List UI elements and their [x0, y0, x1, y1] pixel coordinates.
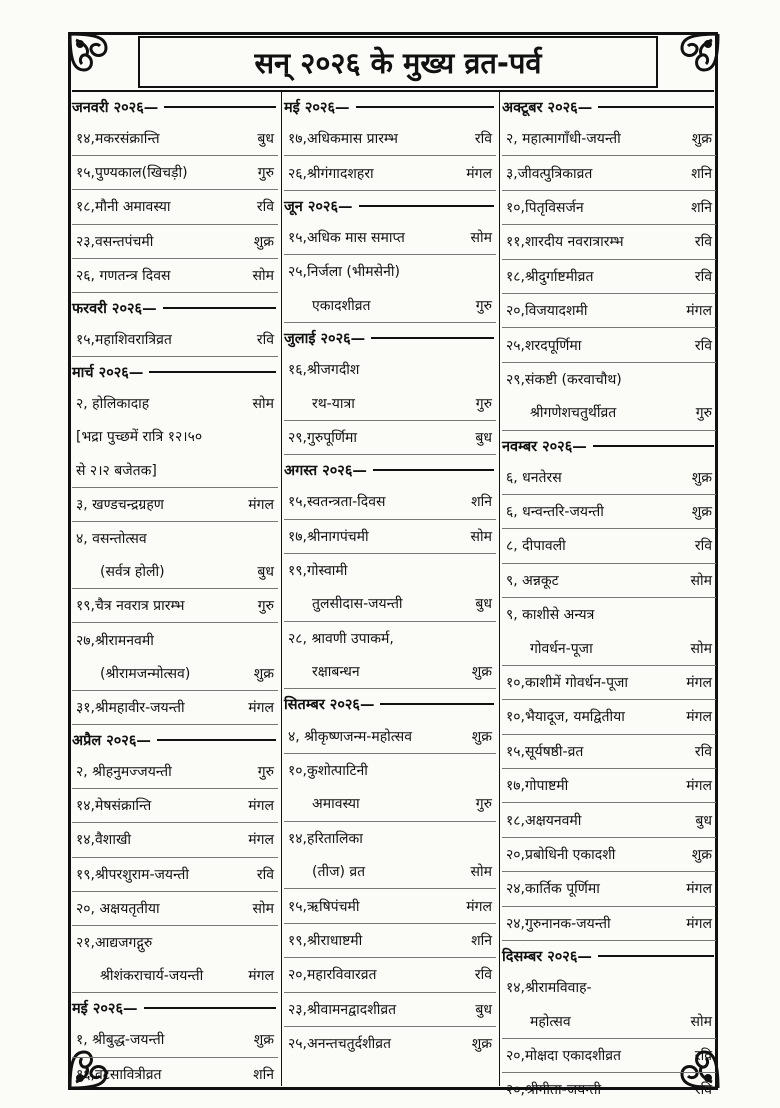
- weekday: सोम: [470, 864, 492, 881]
- heading-rule: [373, 469, 494, 471]
- weekday: बुध: [475, 1001, 492, 1018]
- festival-name: १४,मेषसंक्रान्ति: [76, 798, 152, 815]
- month-heading-label: अगस्त २०२६—: [284, 463, 367, 480]
- weekday: मंगल: [248, 496, 274, 513]
- festival-entry: [284, 822, 496, 855]
- weekday: सोम: [252, 396, 274, 413]
- weekday: सोम: [470, 528, 492, 545]
- month-heading-label: फरवरी २०२६—: [72, 300, 157, 317]
- weekday: रवि: [694, 1082, 712, 1099]
- weekday: रवि: [694, 234, 712, 251]
- month-heading: [72, 357, 278, 387]
- festival-name: (तीज) व्रत: [312, 864, 366, 881]
- weekday: शुक्र: [253, 233, 274, 250]
- month-heading: [72, 293, 278, 323]
- festival-entry: [284, 221, 496, 255]
- festival-entry: [72, 755, 278, 789]
- weekday: मंगल: [466, 165, 492, 182]
- festival-entry: [72, 225, 278, 259]
- festival-entry: [72, 926, 278, 959]
- festival-name: १९,गोस्वामी: [288, 563, 348, 580]
- festival-entry: [72, 959, 278, 993]
- weekday: बुध: [257, 131, 274, 148]
- festival-entry: [72, 122, 278, 156]
- festival-entry: [502, 666, 716, 700]
- weekday: मंगल: [248, 699, 274, 716]
- weekday: गुरु: [695, 405, 712, 422]
- festival-entry: [284, 655, 496, 689]
- festival-entry: [502, 191, 716, 225]
- festival-name: १६,श्रीजगदीश: [288, 362, 360, 379]
- weekday: मंगल: [686, 303, 712, 320]
- festival-entry: [284, 122, 496, 156]
- festival-name: १६,वटसावित्रीव्रत: [76, 1066, 162, 1083]
- festival-entry: [284, 255, 496, 288]
- festival-name: तुलसीदास-जयन्ती: [312, 596, 403, 613]
- festival-name: २०,श्रीगीता-जयन्ती: [506, 1082, 602, 1099]
- festival-name: ९, अन्नकूट: [506, 572, 559, 589]
- weekday: मंगल: [248, 798, 274, 815]
- weekday: गुरु: [475, 796, 492, 813]
- weekday: शनि: [253, 1066, 274, 1083]
- festival-entry: [502, 260, 716, 294]
- weekday: रवि: [694, 337, 712, 354]
- festival-name: १४,श्रीरामविवाह-: [506, 980, 592, 997]
- title-box: [138, 36, 658, 88]
- weekday: गुरु: [475, 297, 492, 314]
- month-heading-label: नवम्बर २०२६—: [502, 438, 587, 455]
- festival-entry: [502, 1004, 716, 1038]
- festival-entry: [72, 420, 278, 453]
- festival-entry: [502, 156, 716, 190]
- corner-ornament-icon: [664, 30, 722, 88]
- festival-entry: [284, 958, 496, 992]
- festival-name: १४,मकरसंक्रान्ति: [76, 131, 160, 148]
- festival-name: १५,सूर्यषष्ठी-व्रत: [506, 743, 584, 760]
- festival-entry: [284, 289, 496, 323]
- weekday: शनि: [471, 494, 492, 511]
- festival-name: एकादशीव्रत: [312, 297, 371, 314]
- festival-name: [भद्रा पुच्छमें रात्रि १२।५०: [76, 429, 203, 446]
- festival-entry: [502, 1039, 716, 1073]
- festival-name: २५,निर्जला (भीमसेनी): [288, 264, 400, 281]
- festival-entry: [502, 363, 716, 396]
- weekday: रवि: [694, 268, 712, 285]
- festival-entry: [72, 488, 278, 522]
- column-2: [284, 92, 496, 1084]
- weekday: गुरु: [475, 395, 492, 412]
- festival-entry: [72, 691, 278, 725]
- festival-entry: [284, 421, 496, 455]
- festival-entry: [284, 386, 496, 420]
- festival-name: १४,हरितालिका: [288, 830, 363, 847]
- festival-name: ८, दीपावली: [506, 538, 566, 555]
- weekday: रवि: [474, 967, 492, 984]
- month-heading-label: दिसम्बर २०२६—: [502, 948, 592, 965]
- festival-name: २, श्रीहनुमज्जयन्ती: [76, 764, 172, 781]
- festival-entry: [72, 1058, 278, 1091]
- festival-entry: [284, 754, 496, 787]
- heading-rule: [593, 445, 714, 447]
- festival-name: १९,श्रीपरशुराम-जयन्ती: [76, 866, 189, 883]
- festival-name: गोवर्धन-पूजा: [530, 640, 593, 657]
- festival-entry: [502, 700, 716, 734]
- festival-name: ३,जीवत्पुत्रिकाव्रत: [506, 165, 593, 182]
- festival-name: ४, वसन्तोत्सव: [76, 530, 147, 547]
- month-heading: [284, 323, 496, 353]
- month-heading: [284, 689, 496, 719]
- festival-entry: [502, 564, 716, 598]
- festival-name: (श्रीरामजन्मोत्सव): [100, 665, 191, 682]
- weekday: रवि: [256, 332, 274, 349]
- column-divider: [499, 92, 500, 1086]
- festival-entry: [502, 529, 716, 563]
- festival-name: १५,महाशिवरात्रिव्रत: [76, 332, 172, 349]
- festival-entry: [284, 924, 496, 958]
- festival-entry: [502, 225, 716, 259]
- column-3: [502, 92, 716, 1099]
- weekday: मंगल: [248, 832, 274, 849]
- festival-entry: [284, 889, 496, 923]
- festival-entry: [502, 495, 716, 529]
- festival-name: ९, काशीसे अन्यत्र: [506, 607, 595, 624]
- festival-name: १७,गोपाष्टमी: [506, 778, 569, 795]
- weekday: सोम: [690, 640, 712, 657]
- festival-name: २६,श्रीगंगादशहरा: [288, 165, 374, 182]
- weekday: गुरु: [257, 764, 274, 781]
- festival-entry: [72, 657, 278, 691]
- festival-name: १८,श्रीदुर्गाष्टमीव्रत: [506, 268, 594, 285]
- festival-entry: [284, 485, 496, 519]
- festival-name: २४,गुरुनानक-जयन्ती: [506, 915, 611, 932]
- weekday: बुध: [475, 429, 492, 446]
- festival-name: २९,संकष्टी (करवाचौथ): [506, 371, 622, 388]
- weekday: सोम: [470, 229, 492, 246]
- festival-entry: [72, 892, 278, 926]
- festival-entry: [72, 1023, 278, 1057]
- festival-entry: [72, 190, 278, 224]
- festival-name: २०,प्रबोधिनी एकादशी: [506, 847, 616, 863]
- festival-name: ६, धन्वन्तरि-जयन्ती: [506, 504, 604, 521]
- festival-entry: [502, 461, 716, 495]
- heading-rule: [598, 106, 714, 108]
- weekday: शुक्र: [691, 847, 712, 863]
- weekday: मंगल: [466, 898, 492, 915]
- festival-entry: [502, 971, 716, 1004]
- month-heading: [284, 455, 496, 485]
- festival-entry: [72, 555, 278, 589]
- festival-name: १८,अक्षयनवमी: [506, 812, 582, 829]
- festival-entry: [284, 353, 496, 386]
- festival-name: २८, श्रावणी उपाकर्म,: [288, 630, 394, 647]
- weekday: सोम: [252, 267, 274, 284]
- festival-entry: [72, 589, 278, 623]
- festival-name: श्रीगणेशचतुर्थीव्रत: [530, 405, 617, 422]
- corner-ornament-icon: [66, 30, 124, 88]
- festival-name: ६, धनतेरस: [506, 469, 562, 486]
- weekday: शुक्र: [253, 665, 274, 682]
- festival-name: (सर्वत्र होली): [100, 564, 165, 581]
- weekday: शुक्र: [253, 1032, 274, 1049]
- festival-entry: [72, 156, 278, 190]
- heading-rule: [359, 205, 494, 207]
- festival-entry: [502, 803, 716, 837]
- festival-entry: [502, 735, 716, 769]
- festival-name: १८,मौनी अमावस्या: [76, 199, 171, 216]
- festival-entry: [284, 520, 496, 554]
- month-heading-label: मार्च २०२६—: [72, 365, 144, 382]
- festival-entry: [284, 587, 496, 621]
- festival-name: २६, गणतन्त्र दिवस: [76, 267, 171, 284]
- festival-name: २०, अक्षयतृतीया: [76, 900, 160, 917]
- festival-name: २०,महारविवारव्रत: [288, 967, 377, 984]
- festival-name: रक्षाबन्धन: [312, 664, 360, 681]
- weekday: रवि: [256, 199, 274, 216]
- weekday: मंगल: [686, 915, 712, 932]
- weekday: रवि: [474, 131, 492, 148]
- festival-entry: [502, 598, 716, 631]
- heading-rule: [371, 337, 494, 339]
- festival-entry: [72, 823, 278, 857]
- heading-rule: [149, 371, 276, 373]
- heading-rule: [164, 106, 276, 108]
- festival-name: १९,चैत्र नवरात्र प्रारम्भ: [76, 598, 185, 615]
- weekday: मंगल: [686, 675, 712, 692]
- heading-rule: [163, 307, 276, 309]
- festival-name: २५,अनन्तचतुर्दशीव्रत: [288, 1036, 391, 1053]
- festival-name: १७,श्रीनागपंचमी: [288, 528, 369, 545]
- festival-entry: [284, 787, 496, 821]
- festival-entry: [502, 328, 716, 362]
- festival-name: १९,श्रीराधाष्टमी: [288, 933, 363, 949]
- festival-entry: [72, 858, 278, 892]
- festival-name: १, श्रीबुद्ध-जयन्ती: [76, 1032, 165, 1049]
- festival-entry: [72, 259, 278, 293]
- festival-name: २, होलिकादाह: [76, 396, 150, 413]
- festival-name: ११,शारदीय नवरात्रारम्भ: [506, 234, 624, 251]
- festival-entry: [72, 623, 278, 656]
- festival-entry: [502, 872, 716, 906]
- festival-entry: [502, 396, 716, 430]
- weekday: गुरु: [257, 598, 274, 615]
- festival-name: ३, खण्डचन्द्रग्रहण: [76, 496, 164, 513]
- month-heading-label: मई २०२६—: [284, 100, 350, 116]
- festival-name: अमावस्या: [312, 796, 360, 813]
- festival-entry: [284, 554, 496, 587]
- weekday: शुक्र: [691, 504, 712, 521]
- weekday: शुक्र: [691, 131, 712, 148]
- weekday: बुध: [695, 812, 712, 829]
- festival-entry: [284, 1027, 496, 1060]
- festival-name: १०,काशीमें गोवर्धन-पूजा: [506, 675, 629, 692]
- festival-name: २४,कार्तिक पूर्णिमा: [506, 881, 600, 898]
- month-heading-label: अप्रैल २०२६—: [72, 733, 151, 749]
- weekday: शनि: [691, 165, 712, 182]
- weekday: शनि: [471, 933, 492, 949]
- weekday: गुरु: [257, 165, 274, 182]
- festival-name: २०,मोक्षदा एकादशीव्रत: [506, 1047, 622, 1064]
- month-heading-label: जनवरी २०२६—: [72, 100, 159, 116]
- festival-name: २३,वसन्तपंचमी: [76, 233, 154, 250]
- weekday: सोम: [690, 1013, 712, 1030]
- festival-entry: [502, 907, 716, 941]
- festival-entry: [284, 719, 496, 753]
- weekday: शुक्र: [471, 728, 492, 745]
- weekday: मंगल: [686, 709, 712, 726]
- festival-name: १०,पितृविसर्जन: [506, 199, 584, 216]
- month-heading: [284, 191, 496, 221]
- weekday: सोम: [252, 900, 274, 917]
- festival-name: १७,अधिकमास प्रारम्भ: [288, 131, 398, 148]
- weekday: शुक्र: [471, 664, 492, 681]
- festival-entry: [72, 522, 278, 555]
- festival-entry: [502, 1073, 716, 1106]
- festival-name: २, महात्मागाँधी-जयन्ती: [506, 131, 621, 148]
- festival-name: १४,वैशाखी: [76, 832, 132, 849]
- weekday: मंगल: [686, 778, 712, 795]
- month-heading: [284, 92, 496, 122]
- weekday: सोम: [690, 572, 712, 589]
- month-heading-label: जुलाई २०२६—: [284, 330, 366, 347]
- weekday: मंगल: [686, 881, 712, 898]
- column-1: [72, 92, 278, 1084]
- festival-entry: [284, 993, 496, 1027]
- month-heading-label: अक्टूबर २०२६—: [502, 100, 593, 116]
- month-heading: [72, 993, 278, 1023]
- festival-entry: [72, 789, 278, 823]
- festival-name: रथ-यात्रा: [312, 395, 355, 412]
- festival-name: ३१,श्रीमहावीर-जयन्ती: [76, 699, 185, 716]
- weekday: रवि: [256, 866, 274, 883]
- festival-entry: [72, 454, 278, 488]
- month-heading: [72, 92, 278, 122]
- festival-entry: [502, 838, 716, 872]
- festival-name: २५,शरदपूर्णिमा: [506, 337, 582, 354]
- weekday: रवि: [694, 743, 712, 760]
- festival-entry: [284, 855, 496, 889]
- festival-name: १०,भैयादूज, यमद्वितीया: [506, 709, 625, 726]
- weekday: बुध: [475, 596, 492, 613]
- festival-name: से २।२ बजेतक]: [76, 462, 157, 479]
- heading-rule: [356, 106, 495, 108]
- festival-name: २९,गुरुपूर्णिमा: [288, 429, 357, 446]
- weekday: शुक्र: [471, 1036, 492, 1053]
- festival-entry: [72, 387, 278, 420]
- weekday: शुक्र: [691, 469, 712, 486]
- festival-name: १५,पुण्यकाल(खिचड़ी): [76, 165, 188, 182]
- column-divider: [281, 92, 282, 1086]
- month-heading: [502, 941, 716, 971]
- month-heading: [72, 725, 278, 755]
- heading-rule: [157, 739, 276, 741]
- page-title: सन् २०२६ के मुख्य व्रत-पर्व: [254, 45, 542, 80]
- heading-rule: [380, 703, 494, 705]
- festival-name: १५,अधिक मास समाप्त: [288, 229, 405, 246]
- festival-entry: [72, 323, 278, 357]
- festival-entry: [502, 294, 716, 328]
- month-heading: [502, 92, 716, 122]
- festival-name: २७,श्रीरामनवमी: [76, 632, 154, 649]
- festival-entry: [502, 631, 716, 665]
- festival-name: १०,कुशोत्पाटिनी: [288, 763, 368, 780]
- month-heading: [502, 431, 716, 461]
- weekday: रवि: [694, 538, 712, 555]
- heading-rule: [144, 1007, 277, 1009]
- festival-name: ४, श्रीकृष्णजन्म-महोत्सव: [288, 728, 413, 745]
- festival-name: श्रीशंकराचार्य-जयन्ती: [100, 968, 204, 985]
- festival-entry: [284, 622, 496, 655]
- weekday: मंगल: [248, 968, 274, 985]
- festival-entry: [502, 769, 716, 803]
- month-heading-label: जून २०२६—: [284, 198, 353, 215]
- festival-name: १५,स्वतन्त्रता-दिवस: [288, 494, 386, 511]
- festival-name: २३,श्रीवामनद्वादशीव्रत: [288, 1001, 397, 1018]
- festival-name: महोत्सव: [530, 1013, 571, 1030]
- month-heading-label: सितम्बर २०२६—: [284, 697, 375, 714]
- festival-entry: [502, 122, 716, 156]
- festival-name: १५,ऋषिपंचमी: [288, 898, 360, 915]
- heading-rule: [598, 955, 714, 957]
- festival-entry: [284, 156, 496, 190]
- festival-name: २१,आद्यजगद्गुरु: [76, 935, 153, 952]
- weekday: बुध: [257, 564, 274, 581]
- festival-name: २०,विजयादशमी: [506, 303, 588, 320]
- weekday: शनि: [691, 199, 712, 216]
- weekday: रवि: [694, 1047, 712, 1064]
- month-heading-label: मई २०२६—: [72, 1001, 138, 1018]
